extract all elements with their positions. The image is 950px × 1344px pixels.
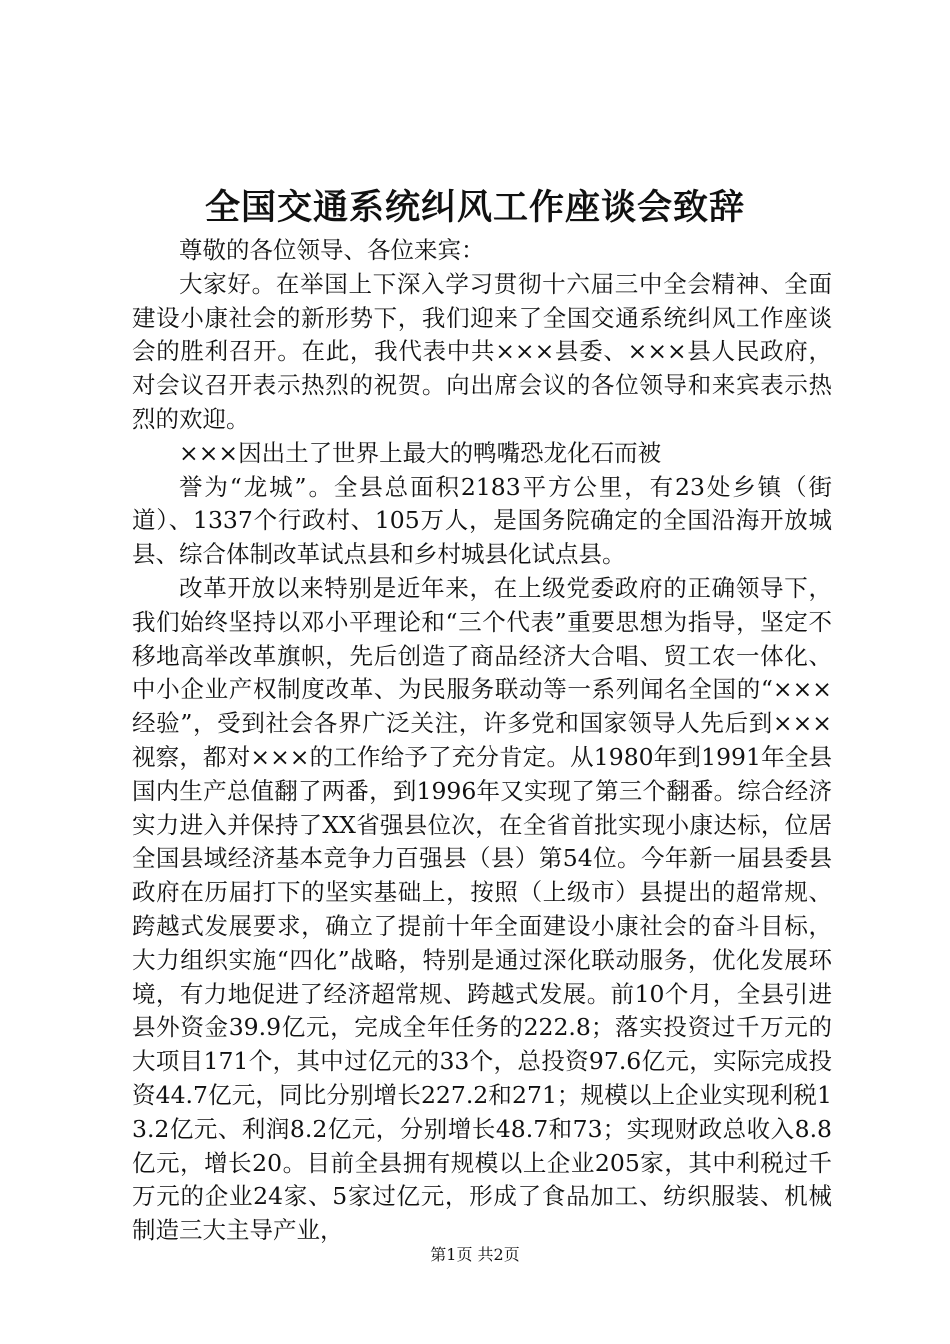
salutation: 尊敬的各位领导、各位来宾： — [179, 236, 485, 264]
document-title: 全国交通系统纠风工作座谈会致辞 — [204, 187, 745, 228]
paragraph-greeting: 大家好。在举国上下深入学习贯彻十六届三中全会精神、全面建设小康社会的新形势下，我们迎来了全国交通系统纠风工作座谈会的胜利召开。在此，我代表中共×××县委、×××县人民政府，对会议召开表示热烈的祝贺。向出席会议的各位领导和来宾表示热烈的欢迎。 — [132, 269, 832, 433]
paragraph-county-overview: 誉为“龙城”。全县总面积2183平方公里，有23处乡镇（街道）、1337个行政村、105万人，是国务院确定的全国沿海开放城县、综合体制改革试点县和乡村城县化试点县。 — [132, 472, 832, 569]
paragraph-dinosaur: ×××因出土了世界上最大的鸭嘴恐龙化石而被 — [179, 438, 662, 467]
page-footer: 第1页 共2页 — [430, 1245, 520, 1264]
document-body — [132, 234, 832, 1248]
paragraph-development: 改革开放以来特别是近年来，在上级党委政府的正确领导下，我们始终坚持以邓小平理论和“三个代表”重要思想为指导，坚定不移地高举改革旗帜，先后创造了商品经济大合唱、贸工农一体化、中小企业产权制度改革、为民服务联动等一系列闻名全国的“×××经验”，受到社会各界广泛关注，许多党和国家领导人先后到×××视察，都对×××的工作给予了充分肯定。从1980年到1991年全县国内生产总值翻了两番，到1996年又实现了第三个翻番。综合经济实力进入并保持了XX省强县位次，在全省首批实现小康达标，位居全国县域经济基本竞争力百强县（县）第54位。今年新一届县委县政府在历届打下的坚实基础上，按照（上级市）县提出的超常规、跨越式发展要求，确立了提前十年全面建设小康社会的奋斗目标，大力组织实施“四化”战略，特别是通过深化联动服务，优化发展环境，有力地促进了经济超常规、跨越式发展。前10个月，全县引进县外资金39.9亿元，完成全年任务的222.8；落实投资过千万元的大项目171个，其中过亿元的33个，总投资97.6亿元，实际完成投资44.7亿元，同比分别增长227.2和271；规模以上企业实现利税13.2亿元、利润8.2亿元，分别增长48.7和73；实现财政总收入8.8亿元，增长20。目前全县拥有规模以上企业205家，其中利税过千万元的企业24家、5家过亿元，形成了食品加工、纺织服装、机械制造三大主导产业， — [132, 573, 832, 1245]
